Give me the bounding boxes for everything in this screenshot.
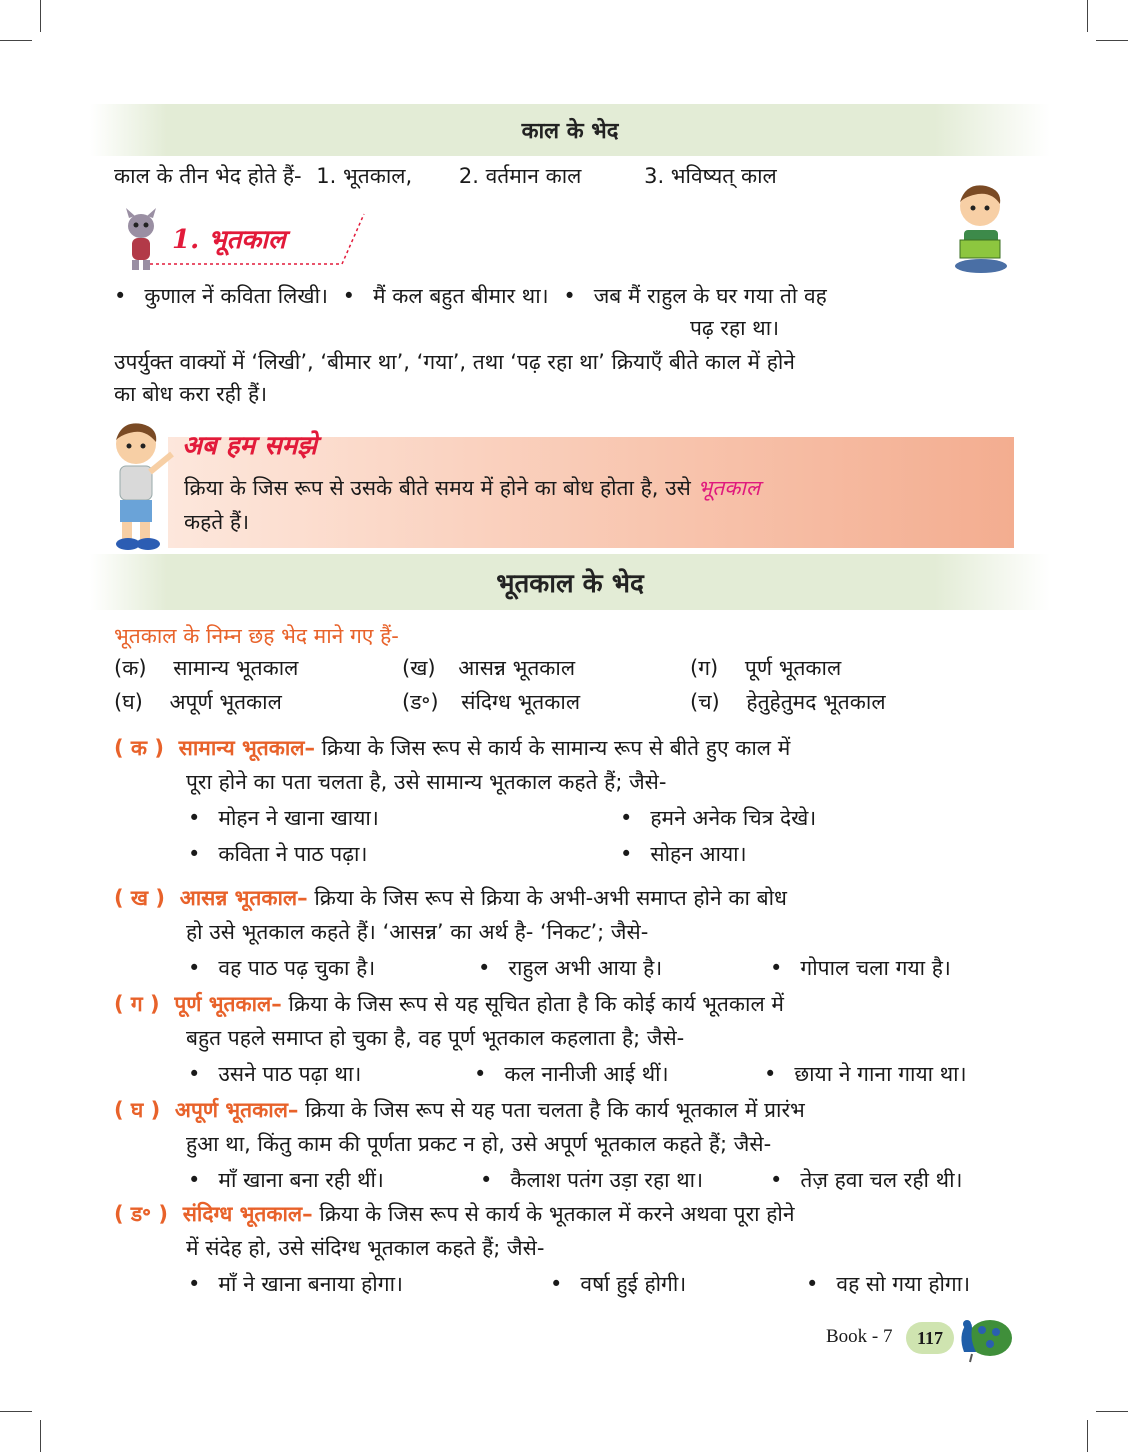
- types-row: [114, 686, 282, 718]
- crop-mark: [1096, 40, 1128, 41]
- definition-line: [114, 988, 784, 1020]
- type-label: (ग): [690, 656, 719, 680]
- crop-mark: [0, 40, 32, 41]
- definition-line: [114, 1094, 805, 1126]
- type-name: आसन्न भूतकाल: [458, 656, 576, 680]
- definition-line: हो उसे भूतकाल कहते हैं। ‘आसन्न’ का अर्थ है- ‘निकट’; जैसे-: [186, 920, 649, 944]
- types-row: [690, 686, 886, 718]
- definition-line: पूरा होने का पता चलता है, उसे सामान्य भूतकाल कहते हैं; जैसे-: [186, 770, 667, 794]
- definition-text: क्रिया के जिस रूप से यह पता चलता है कि कार्य भूतकाल में प्रारंभ: [298, 1098, 805, 1122]
- definition-label: ( ख ): [114, 886, 165, 910]
- example-line: [114, 280, 827, 312]
- example-item: • उसने पाठ पढ़ा था।: [188, 1058, 361, 1090]
- type-label: (ड॰): [402, 690, 439, 714]
- definition-label: ( क ): [114, 736, 164, 760]
- concept-text: [184, 472, 760, 504]
- concept-heading: अब हम समझे: [182, 431, 317, 461]
- example-item: • राहुल अभी आया है।: [478, 952, 662, 984]
- definition-label: ( ग ): [114, 992, 160, 1016]
- example-item: • वह सो गया होगा।: [806, 1268, 970, 1300]
- example-item: • कविता ने पाठ पढ़ा।: [188, 838, 367, 870]
- example-continued: पढ़ रहा था।: [690, 316, 780, 340]
- definition-label: ( घ ): [114, 1098, 161, 1122]
- kaal-type: 1. भूतकाल,: [316, 164, 413, 188]
- example-item: • मैं कल बहुत बीमार था।: [343, 284, 549, 308]
- example-item: • कैलाश पतंग उड़ा रहा था।: [480, 1164, 703, 1196]
- type-name: सामान्य भूतकाल: [173, 656, 299, 680]
- definition-line: बहुत पहले समाप्त हो चुका है, वह पूर्ण भूतकाल कहलाता है; जैसे-: [186, 1026, 685, 1050]
- type-label: (घ): [114, 690, 143, 714]
- type-name: अपूर्ण भूतकाल: [169, 690, 282, 714]
- definition-line: में संदेह हो, उसे संदिग्ध भूतकाल कहते हैं; जैसे-: [186, 1236, 545, 1260]
- type-label: (च): [690, 690, 720, 714]
- section-title: काल के भेद: [521, 119, 619, 144]
- crop-mark: [40, 0, 41, 32]
- boy-reading-image: [948, 180, 1014, 276]
- crop-mark: [1087, 0, 1088, 32]
- types-row: [690, 652, 841, 684]
- definition-line: [114, 882, 787, 914]
- example-item: • वर्षा हुई होगी।: [550, 1268, 686, 1300]
- crop-mark: [0, 1411, 32, 1412]
- example-item: • हमने अनेक चित्र देखे।: [620, 802, 816, 834]
- kaal-types-line: [114, 160, 777, 192]
- book-label: Book - 7: [826, 1326, 893, 1347]
- definition-line: [114, 1198, 795, 1230]
- heading-underline: [150, 212, 370, 270]
- bhootkal-heading: 1. भूतकाल: [172, 225, 286, 255]
- definition-term: संदिग्ध भूतकाल–: [182, 1202, 313, 1226]
- example-item: • कुणाल नें कविता लिखी।: [114, 284, 328, 308]
- definition-term: पूर्ण भूतकाल–: [174, 992, 282, 1016]
- example-item: • वह पाठ पढ़ चुका है।: [188, 952, 375, 984]
- section-banner: [90, 104, 1050, 156]
- concept-highlight: भूतकाल: [697, 476, 761, 500]
- definition-term: आसन्न भूतकाल–: [179, 886, 308, 910]
- concept-text-main: क्रिया के जिस रूप से उसके बीते समय में होने का बोध होता है, उसे: [184, 476, 698, 500]
- type-label: (ख): [402, 656, 436, 680]
- types-intro: भूतकाल के निम्न छह भेद माने गए हैं-: [114, 624, 399, 648]
- definition-label: ( ड॰ ): [114, 1202, 168, 1226]
- peacock-icon: [952, 1312, 1014, 1364]
- section-banner: [90, 554, 1050, 610]
- types-row: [114, 652, 298, 684]
- example-item: • माँ ने खाना बनाया होगा।: [188, 1268, 403, 1300]
- definition-text: क्रिया के जिस रूप से कार्य के भूतकाल में करने अथवा पूरा होने: [312, 1202, 795, 1226]
- example-item: • कल नानीजी आई थीं।: [474, 1058, 669, 1090]
- definition-text: क्रिया के जिस रूप से यह सूचित होता है कि कोई कार्य भूतकाल में: [281, 992, 784, 1016]
- explanation-line: का बोध करा रही हैं।: [114, 382, 268, 406]
- types-row: [402, 686, 580, 718]
- kaal-type: 3. भविष्यत् काल: [644, 164, 777, 188]
- concept-text: कहते हैं।: [184, 510, 250, 534]
- definition-text: क्रिया के जिस रूप से कार्य के सामान्य रूप से बीते हुए काल में: [315, 736, 791, 760]
- type-name: हेतुहेतुमद भूतकाल: [746, 690, 886, 714]
- kaal-type: 2. वर्तमान काल: [458, 164, 582, 188]
- types-row: [402, 652, 575, 684]
- boy-pointing-image: [106, 418, 176, 552]
- example-item: • तेज़ हवा चल रही थी।: [770, 1164, 962, 1196]
- example-item: • जब मैं राहुल के घर गया तो वह: [563, 284, 826, 308]
- example-item: • छाया ने गाना गाया था।: [764, 1058, 967, 1090]
- example-item: • गोपाल चला गया है।: [770, 952, 951, 984]
- crop-mark: [1087, 1420, 1088, 1452]
- definition-line: [114, 732, 790, 764]
- explanation-line: उपर्युक्त वाक्यों में ‘लिखी’, ‘बीमार था’, ‘गया’, तथा ‘पढ़ रहा था’ क्रियाएँ बीते काल में होने: [114, 350, 795, 374]
- example-item: • माँ खाना बना रही थीं।: [188, 1164, 384, 1196]
- definition-line: हुआ था, किंतु काम की पूर्णता प्रकट न हो, उसे अपूर्ण भूतकाल कहते हैं; जैसे-: [186, 1132, 772, 1156]
- crop-mark: [40, 1420, 41, 1452]
- example-item: • सोहन आया।: [620, 838, 747, 870]
- definition-term: सामान्य भूतकाल–: [178, 736, 315, 760]
- page-number: 117: [906, 1322, 954, 1354]
- type-name: संदिग्ध भूतकाल: [461, 690, 581, 714]
- example-item: • मोहन ने खाना खाया।: [188, 802, 379, 834]
- type-name: पूर्ण भूतकाल: [744, 656, 842, 680]
- section-title: भूतकाल के भेद: [496, 569, 644, 599]
- definition-text: क्रिया के जिस रूप से क्रिया के अभी-अभी समाप्त होने का बोध: [307, 886, 787, 910]
- intro-text: काल के तीन भेद होते हैं-: [114, 164, 302, 188]
- crop-mark: [1096, 1411, 1128, 1412]
- type-label: (क): [114, 656, 147, 680]
- definition-term: अपूर्ण भूतकाल–: [174, 1098, 299, 1122]
